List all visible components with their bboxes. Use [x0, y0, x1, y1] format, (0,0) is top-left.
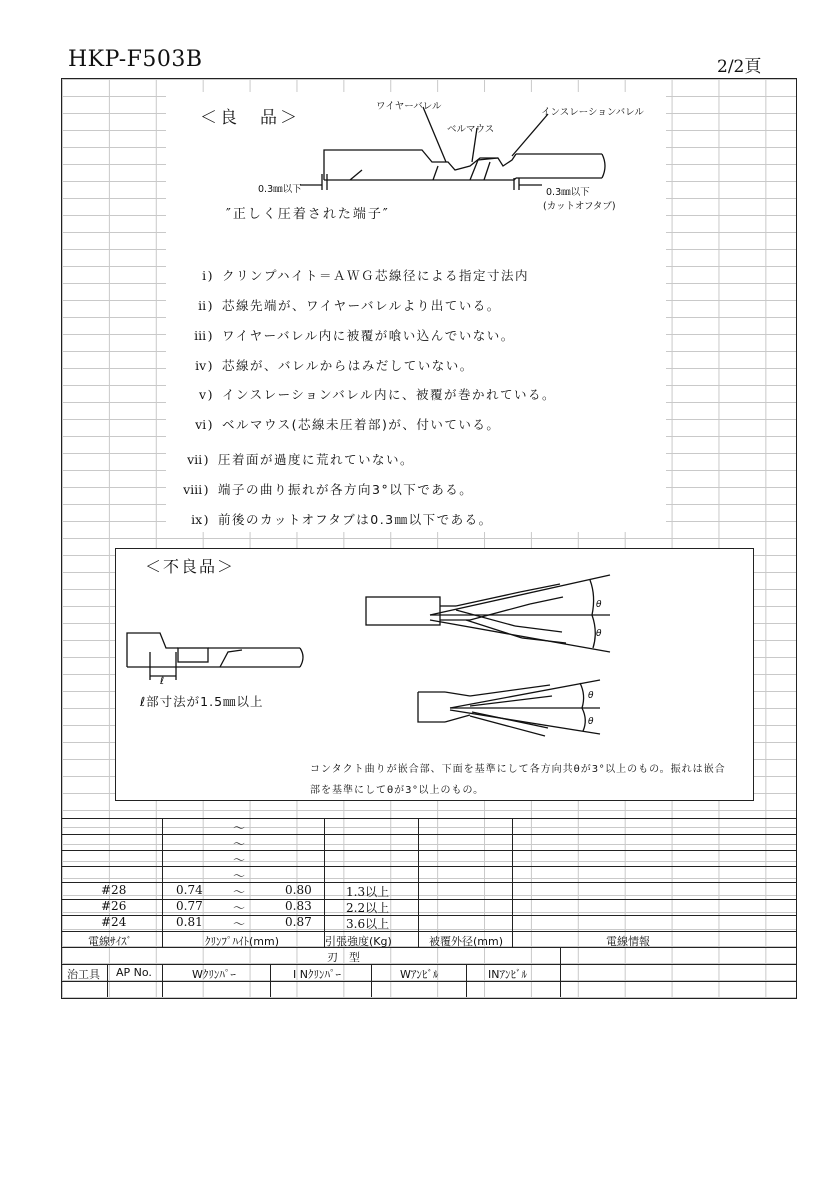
wire-size-24: #24: [101, 915, 127, 929]
crimp-max-24: 0.87: [285, 915, 312, 929]
good-caption: ″正しく圧着された端子″: [226, 207, 390, 222]
criterion-3: ⅲ) ワイヤーバレル内に被覆が喰い込んでいない。: [194, 328, 515, 343]
theta-label-2: θ: [596, 629, 602, 639]
defect-note-line-2: 部を基準にしてθが3°以上のもの。: [310, 785, 485, 796]
header-in-anvil: INｱﾝﾋﾞﾙ: [488, 968, 527, 981]
crimp-min-28: 0.74: [176, 883, 203, 897]
crimp-min-24: 0.81: [176, 915, 203, 929]
label-insulation-barrel: インスレーションバレル: [541, 107, 644, 118]
l-dimension-symbol: ℓ: [160, 676, 165, 687]
header-crimp-height: ｸﾘﾝﾌﾟﾊｲﾄ(mm): [205, 935, 280, 948]
tilde: ～: [233, 821, 246, 835]
header-in-crimper: I Nｸﾘﾝﾊﾟｰ: [293, 968, 341, 981]
document-code: HKP-F503B: [68, 47, 203, 72]
theta-label-3: θ: [588, 691, 594, 701]
criterion-1: ⅰ) クリンプハイト＝ＡＷＧ芯線径による指定寸法内: [202, 268, 530, 283]
defective-terminal-drawings: [0, 540, 835, 740]
tilde: ～: [233, 869, 246, 883]
defective-product-title: ＜不良品＞: [145, 557, 236, 576]
header-wire-size: 電線ｻｲｽﾞ: [88, 935, 132, 948]
wire-size-28: #28: [101, 883, 127, 897]
theta-label-1: θ: [596, 600, 602, 610]
criterion-5: ⅴ) インスレーションバレル内に、被覆が巻かれている。: [199, 387, 556, 402]
criterion-7: ⅶ) 圧着面が過度に荒れていない。: [187, 452, 415, 467]
crimp-max-28: 0.80: [285, 883, 312, 897]
defect-note-line-1: コンタクト曲りが嵌合部、下面を基準にして各方向共θが3°以上のもの。振れは嵌合: [310, 764, 726, 775]
header-outer-diameter: 被覆外径(mm): [429, 935, 504, 948]
header-ap-no: AP No.: [116, 966, 152, 979]
tilde: ～: [233, 901, 246, 915]
tensile-24: 3.6以上: [346, 917, 390, 931]
header-jig: 治工具: [67, 968, 100, 981]
criterion-4: ⅳ) 芯線が、バレルからはみだしていない。: [195, 358, 474, 373]
good-product-title: ＜良 品＞: [200, 108, 300, 128]
label-cutoff-tab: (カットオフタブ): [543, 201, 616, 212]
header-tensile: 引張強度(Kg): [325, 935, 392, 948]
tensile-28: 1.3以上: [346, 885, 390, 899]
label-rear-cutoff: 0.3㎜以下: [546, 187, 590, 198]
header-die: 刃 型: [327, 951, 360, 964]
label-wire-barrel: ワイヤーバレル: [376, 101, 442, 112]
page-number: 2/2頁: [717, 57, 762, 77]
l-dimension-text: ℓ部寸法が1.5㎜以上: [140, 694, 264, 709]
header-w-crimper: Wｸﾘﾝﾊﾟｰ: [192, 968, 236, 981]
tilde: ～: [233, 837, 246, 851]
wire-size-26: #26: [101, 899, 127, 913]
label-front-cutoff: 0.3㎜以下: [258, 184, 302, 195]
good-terminal-drawing: [0, 0, 835, 300]
criterion-2: ⅱ) 芯線先端が、ワイヤーバレルより出ている。: [198, 298, 501, 313]
crimp-min-26: 0.77: [176, 899, 203, 913]
tensile-26: 2.2以上: [346, 901, 390, 915]
header-w-anvil: Wｱﾝﾋﾞﾙ: [400, 968, 439, 981]
crimp-max-26: 0.83: [285, 899, 312, 913]
theta-label-4: θ: [588, 717, 594, 727]
criterion-8: ⅷ) 端子の曲り振れが各方向3°以下である。: [183, 482, 474, 497]
tilde: ～: [233, 853, 246, 867]
label-bell-mouth: ベルマウス: [447, 124, 495, 135]
criterion-6: ⅵ) ベルマウス(芯線未圧着部)が、付いている。: [195, 417, 501, 432]
tilde: ～: [233, 917, 246, 931]
header-wire-info: 電線情報: [606, 935, 650, 948]
criterion-9: ⅸ) 前後のカットオフタブは0.3㎜以下である。: [191, 512, 493, 527]
tilde: ～: [233, 885, 246, 899]
